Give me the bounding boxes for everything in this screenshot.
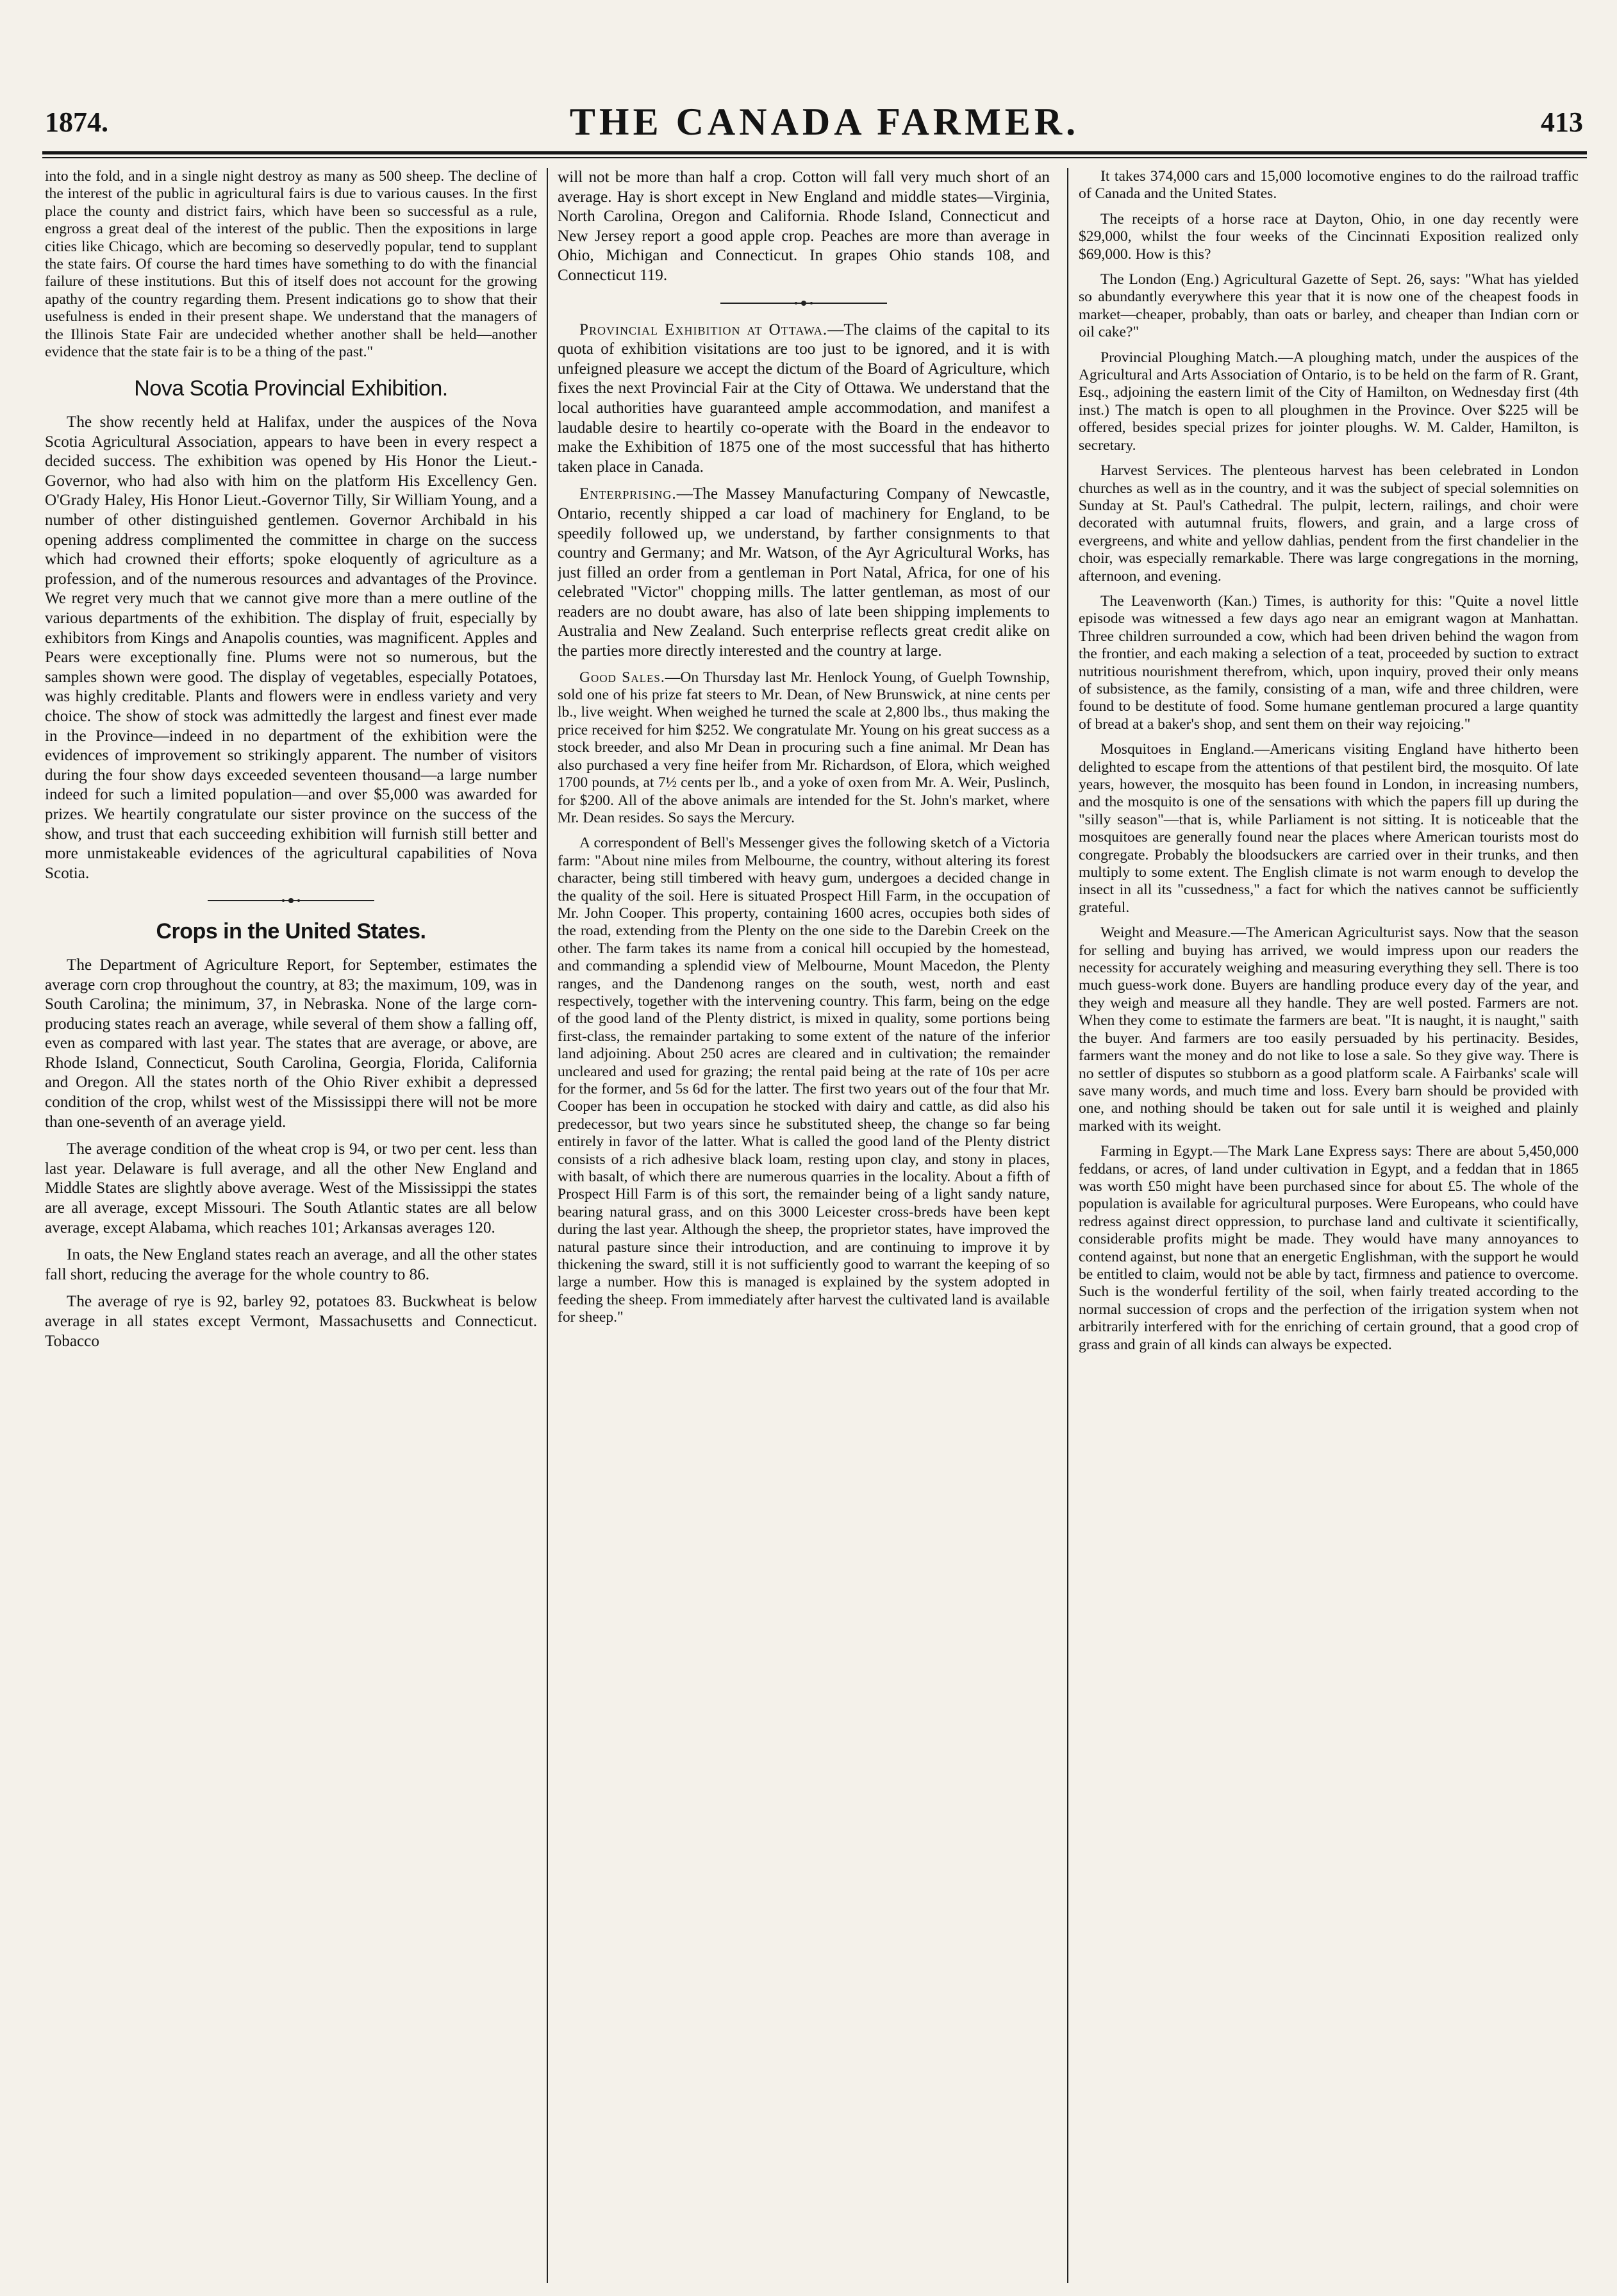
- article-heading: Nova Scotia Provincial Exhibition.: [134, 376, 448, 401]
- news-item: Farming in Egypt.—The Mark Lane Express says: There are about 5,450,000 feddans, or acres, of land under cultivation in Egypt, and a feddan that in 1865 was worth £50 might have been purchased since for about £5. The whole of the population is available for agricultural purposes. Were Europeans, who could have redress against direct oppression, to purchase land and cultivate it scientifically, considerable profits might be made. They would have many annoyances to contend against, but none that an energetic Englishman, with the support he would be entitled to claim, would not be able by tact, firmness and patience to overcome. Such is the wonderful fertility of the soil, when fairly treated according to the normal succession of crops and the perfection of the irrigation system when not arbitrarily interfered with for the enriching of certain ground, that a good crop of grass and grain of all kinds can always be expected.: [1079, 1143, 1579, 1353]
- article-heading: Crops in the United States.: [156, 919, 426, 944]
- article-paragraph: will not be more than half a crop. Cotton will fall very much short of an average. Hay is short except in New England and middle states—Virginia, North Carolina, Oregon and California. Rhode Island, Connecticut and New Jersey report a good apple crop. Peaches are more than average in Ohio, Michigan and Connecticut. In grapes Ohio stands 108, and Connecticut 119.: [558, 169, 1050, 284]
- item-lead: Enterprising.: [579, 485, 677, 503]
- section-ornament: [208, 897, 374, 904]
- header-rule: [42, 151, 1587, 154]
- article-paragraph: The average condition of the wheat crop is 94, or two per cent. less than last year. Delaware is full average, and all the other New England and Middle States are slightly above average. West of the Mississippi the states are all average, except Missouri. The South Atlantic states are all below average, except Alabama, which reaches 101; Arkansas averages 120.: [45, 1140, 537, 1236]
- article-paragraph: The average of rye is 92, barley 92, potatoes 83. Buckwheat is below average in all states except Vermont, Massachusetts and Connecticut. Tobacco: [45, 1293, 537, 1350]
- item-body: —On Thursday last Mr. Henlock Young, of Guelph Township, sold one of his prize fat steers to Mr. Dean, of New Brunswick, at nine cents per lb., live weight. When weighed he turned the scale at 2,800 lbs., thus making the price received for him $252. We congratulate Mr. Young on his great success as a stock breeder, and also Mr Dean in procuring such a fine animal. Mr Dean has also purchased a very fine heifer from Mr. Richardson, of Elora, which weighed 1700 pounds, at 7½ cents per lb., and a yoke of oxen from Mr. A. Weir, Puslinch, for $200. All of the above animals are intended for the St. John's market, where Mr. Dean resides. So says the Mercury.: [558, 669, 1050, 826]
- news-item: Weight and Measure.—The American Agriculturist says. Now that the season for selling and buying has arrived, we would impress upon our readers the necessity for accurately weighing and measuring everything they sell. There is too much guess-work done. Buyers are handling produce every day of the year, and they weigh and measure all they handle. They are well posted. Farmers are not. When they come to estimate the farmers are beat. "It is naught, it is naught," saith the buyer. And farmers are too easily persuaded by his pertinacity. Besides, farmers want the money and do not like to lose a sale. So they give way. There is no settler of disputes so stubborn as a good platform scale. A Fairbanks' scale will save many words, and much time and loss. Every barn should be provided with one, and nothing should be taken out for sale until it is weighed and plainly marked with its weight.: [1079, 924, 1579, 1135]
- issue-year: 1874.: [45, 106, 108, 138]
- column-1: [45, 168, 537, 2283]
- article-paragraph: A correspondent of Bell's Messenger gives the following sketch of a Victoria farm: "About nine miles from Melbourne, the country, without altering its forest character, being still timbered with heavy gum, undergoes a decided change in the quality of the soil. Here is situated Prospect Hill Farm, in the occupation of Mr. John Cooper. This property, containing 1600 acres, occupies both sides of the road, extending from the Plenty on the one side to the Darebin Creek on the other. The farm takes its name from a conical hill occupied by the homestead, and commanding a splendid view of Melbourne, Mount Macedon, the Plenty ranges, and the Dandenong ranges on the south, west, north and east respectively, together with the intervening country. This farm, being on the edge of the good land of the Plenty district, is mixed in quality, some portions being first-class, the remainder partaking to some extent of the nature of the inferior land adjoining. About 250 acres are cleared and in cultivation; the remainder uncleared and used for grazing; the rental paid being at the rate of 10s per acre for the former, and 5s 6d for the latter. The first two years out of the four that Mr. Cooper has been in occupation he stocked with dairy and cattle, as did also his predecessor, but two years since he substituted sheep, the change so far being entirely in favor of the latter. What is called the good land of the Plenty district consists of a rich adhesive black loam, resting upon clay, and stony in places, with basalt, of which there are numerous quarries in the locality. About a fifth of Prospect Hill Farm is of this sort, the remainder being of a light sandy nature, bearing natural grass, and on this 3000 Leicester cross-breds have been kept during the last year. Although the sheep, the proprietor states, have improved the natural pasture since their introduction, and are continuing to improve it by thickening the sward, still it is not sufficiently good to warrant the keeping of so large a number. How this is managed is explained by the system adopted in feeding the sheep. From immediately after harvest the cultivated land is available for sheep.": [558, 835, 1050, 1326]
- article-paragraph: [558, 485, 1050, 661]
- item-lead: Provincial Exhibition at Ottawa.: [579, 320, 828, 338]
- header-rule-thin: [42, 157, 1587, 158]
- section-ornament: [720, 300, 887, 306]
- article-paragraph: into the fold, and in a single night destroy as many as 500 sheep. The decline of the interest of the public in agricultural fairs is due to various causes. In the first place the county and district fairs, which have been so successful as a rule, engross a great deal of the interest of the public. Then the expositions in large cities like Chicago, which are becoming so deservedly popular, tend to supplant the state fairs. Of course the hard times have something to do with the financial failure of these institutions. But this of itself does not account for the growing apathy of the country regarding them. Present indications go to show that their usefulness is ended in their present shape. We understand that the managers of the Illinois State Fair are undecided whether another shall be held—another evidence that the state fair is to be a thing of the past.": [45, 168, 537, 361]
- article-paragraph: [558, 320, 1050, 478]
- publication-title: THE CANADA FARMER.: [569, 100, 1080, 143]
- article-paragraph: [558, 669, 1050, 828]
- masthead: [45, 96, 1583, 147]
- item-lead: Good Sales.: [579, 669, 665, 686]
- column-divider: [1067, 168, 1068, 2283]
- article-paragraph: In oats, the New England states reach an average, and all the other states fall short, reducing the average for the whole country to 86.: [45, 1246, 537, 1283]
- item-body: —The Massey Manufacturing Company of Newcastle, Ontario, recently shipped a car load of machinery for England, to be speedily followed up, we understand, by farther consignments to that country and Germany; and Mr. Watson, of the Ayr Agricultural Works, has just filled an order from a gentleman in Port Natal, Africa, for one of his celebrated "Victor" chopping mills. The latter gentleman, as most of our readers are no doubt aware, has also of late been shipping implements to Australia and New Zealand. Such enterprise reflects great credit alike on the parties more directly interested and the country at large.: [558, 485, 1050, 660]
- news-item: Harvest Services. The plenteous harvest has been celebrated in London churches as well as in the country, and it was the subject of special solemnities on Sunday at St. Paul's Cathedral. The pulpit, lectern, railings, and choir were decorated with autumnal fruits, flowers, and grain, and a large cross of evergreens, and white and yellow dahlias, pendent from the first chandelier in the choir, was especially remarkable. There was large congregations in the morning, afternoon, and evening.: [1079, 462, 1579, 585]
- column-3: [1079, 168, 1579, 2283]
- page-number: 413: [1541, 106, 1583, 138]
- news-item: It takes 374,000 cars and 15,000 locomotive engines to do the railroad traffic of Canada and the United States.: [1079, 168, 1579, 203]
- news-item: Provincial Ploughing Match.—A ploughing match, under the auspices of the Agricultural and Arts Association of Ontario, is to be held on the farm of R. Grant, Esq., adjoining the eastern limit of the City of Hamilton, on Wednesday first (4th inst.) The match is open to all ploughmen in the Province. Over $225 will be offered, besides special prizes for jointer ploughs. W. M. Calder, Hamilton, is secretary.: [1079, 349, 1579, 454]
- news-item: The Leavenworth (Kan.) Times, is authority for this: "Quite a novel little episode was witnessed a few days ago near an emigrant wagon at Manhattan. Three children surrounded a cow, which had been driven behind the wagon from the frontier, and each making a selection of a teat, proceeded by suction to extract nutritious nourishment therefrom, which, upon inquiry, proved their only means of subsistence, as the family, consisting of a man, wife and three children, were found to be destitute of food. Some humane gentleman procured a large quantity of bread at a baker's shop, and sent them on their way rejoicing.": [1079, 592, 1579, 733]
- article-paragraph: The Department of Agriculture Report, for September, estimates the average corn crop throughout the country, at 83; the maximum, 109, was in South Carolina; the minimum, 37, in Nebraska. None of the large corn-producing states reach an average, while several of them show a falling off, even as compared with last year. The states that are average, or above, are Rhode Island, Connecticut, South Carolina, Georgia, Florida, California and Oregon. All the states north of the Ohio River exhibit a depressed condition of the crop, whilst west of the Mississippi there will not be more than one-seventh of an average yield.: [45, 956, 537, 1131]
- item-body: —The claims of the capital to its quota of exhibition visitations are too just to be ignored, and it is with unfeigned pleasure we accept the dictum of the Board of Agriculture, which fixes the next Provincial Fair at the City of Ottawa. We understand that the local authorities have guaranteed ample accommodation, and manifest a laudable desire to heartily co-operate with the Board in the endeavor to make the Exhibition of 1875 one of the most successful that has hitherto taken place in Canada.: [558, 320, 1050, 476]
- column-divider: [547, 168, 548, 2283]
- article-paragraph: The show recently held at Halifax, under the auspices of the Nova Scotia Agricultural Association, appears to have been in every respect a decided success. The exhibition was opened by His Honor the Lieut.-Governor, who had also with him on the platform His Excellency Gen. O'Grady Haley, His Honor Lieut.-Governor Tilly, Sir William Young, and a number of other distinguished gentlemen. Governor Archibald in his opening address complimented the committee in charge on the success which had crowned their efforts; spoke eloquently of agriculture as a profession, and of the numerous resources and advantages of the Province. We regret very much that we cannot give more than a mere outline of the various departments of the exhibition. The display of fruit, especially by exhibitors from Kings and Anapolis counties, was magnificent. Apples and Pears were exceptionally fine. Plums were not so numerous, but the samples shown were good. The display of vegetables, especially Potatoes, was highly creditable. Plants and flowers were in endless variety and very choice. The show of stock was admittedly the largest and finest ever made in the Province—indeed in no department of the exhibition were the evidences of improvement so strikingly apparent. The number of visitors during the four show days exceeded seventeen thousand—a large number indeed for such a limited population—and over $5,000 was awarded for prizes. We heartily congratulate our sister province on the success of the show, and trust that each succeeding exhibition will furnish still better and more unmistakeable evidences of the agricultural capabilities of Nova Scotia.: [45, 413, 537, 882]
- news-item: The London (Eng.) Agricultural Gazette of Sept. 26, says: "What has yielded so abundantly everywhere this year that it is now one of the cheapest foods in market—cheaper, probably, than oats or barley, and cheaper than Indian corn or oil cake?": [1079, 271, 1579, 341]
- column-2: [558, 168, 1050, 2283]
- news-item: The receipts of a horse race at Dayton, Ohio, in one day recently were $29,000, whilst the four weeks of the Cincinnati Exposition realized only $69,000. How is this?: [1079, 210, 1579, 263]
- news-item: Mosquitoes in England.—Americans visiting England have hitherto been delighted to escape from the attentions of that pestilent bird, the mosquito. Of late years, however, the mosquito has been found in London, in increasing numbers, and the mosquito is one of the sensations with which the papers fill up during the "silly season"—that is, while Parliament is not sitting. It is noticeable that the mosquitoes are generally found near the places where American tourists most do congregate. Probably the bloodsuckers are carried over in their trunks, and then multiply to some extent. The English climate is not warm enough to develop the insect in all its "cussedness," a fact for which the natives cannot be sufficiently grateful.: [1079, 741, 1579, 916]
